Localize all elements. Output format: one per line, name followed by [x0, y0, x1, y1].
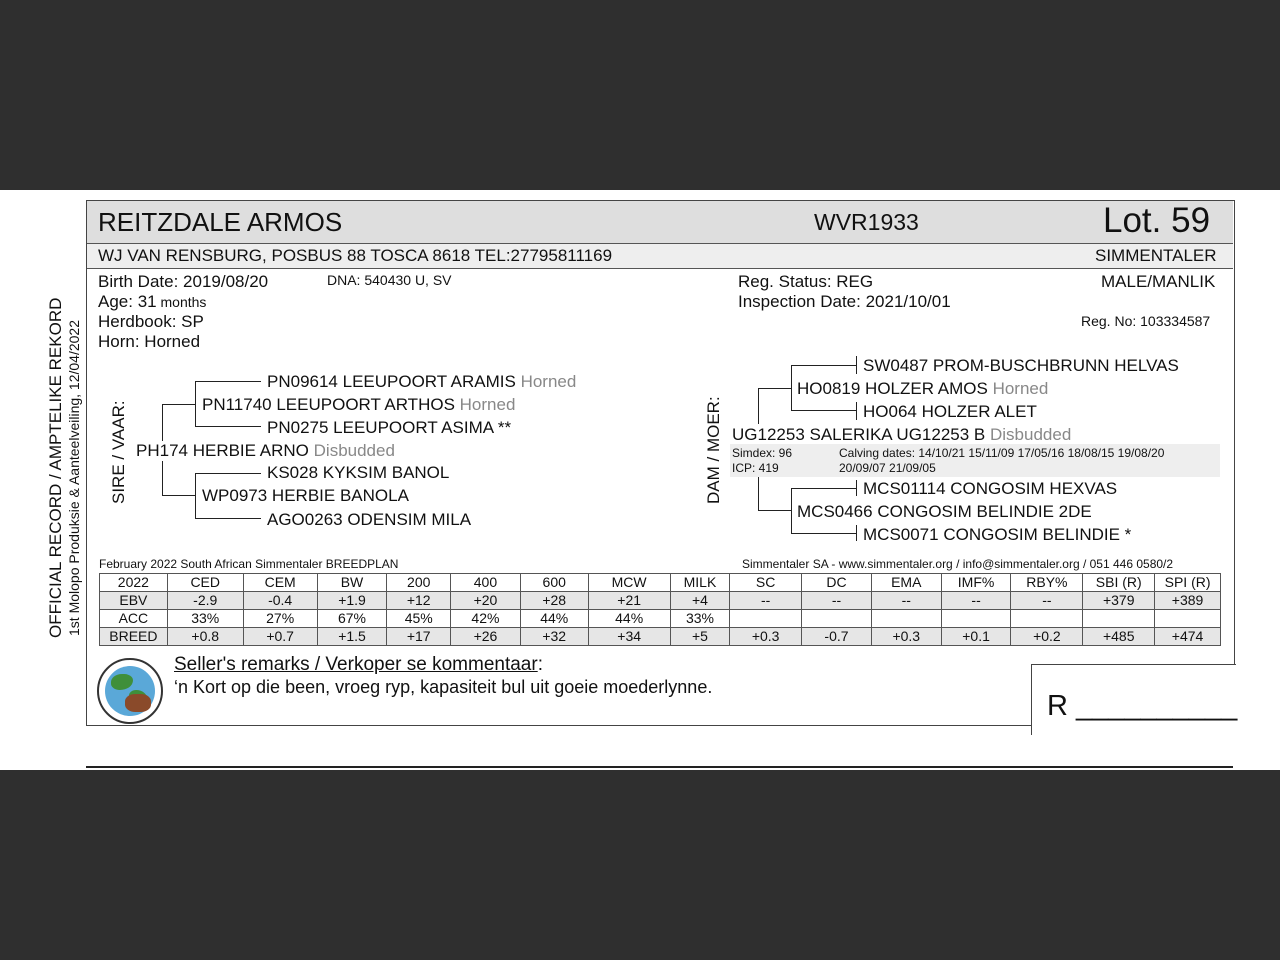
table-cell: +12	[387, 592, 451, 610]
table-cell: ACC	[100, 610, 168, 628]
dam-name: UG12253 SALERIKA UG12253 B Disbudded	[732, 425, 1072, 444]
lot-number: Lot. 59	[1103, 201, 1211, 240]
sd-bracket-bottom	[195, 518, 261, 519]
age-value: 31	[137, 292, 157, 311]
table-cell: SBI (R)	[1083, 574, 1155, 592]
ds-note: Horned	[992, 379, 1049, 398]
table-cell: --	[871, 592, 941, 610]
horn-status: Horn: Horned	[98, 332, 201, 351]
table-cell: -2.9	[167, 592, 243, 610]
table-cell	[1011, 610, 1083, 628]
ss-name: PN11740 LEEUPOORT ARTHOS Horned	[202, 395, 516, 414]
table-cell: +0.1	[941, 628, 1011, 646]
table-cell: +0.3	[730, 628, 802, 646]
dam-bracket-lower	[758, 477, 759, 511]
table-cell: +28	[520, 592, 588, 610]
table-cell: 33%	[167, 610, 243, 628]
dam-bracket-bottom	[758, 510, 792, 511]
dam-bracket-top	[758, 388, 792, 389]
table-cell	[730, 610, 802, 628]
table-cell: +17	[387, 628, 451, 646]
table-cell: SPI (R)	[1155, 574, 1221, 592]
sdd-name: AGO0263 ODENSIM MILA	[267, 510, 472, 529]
auction-label: 1st Molopo Produksie & Aanteelveiling, 12/04/2022	[66, 320, 82, 636]
table-cell	[941, 610, 1011, 628]
calving-dates-cont: 20/09/07 21/09/05	[839, 461, 936, 475]
table-cell	[871, 610, 941, 628]
dam-bracket-upper	[758, 388, 759, 424]
table-cell: +5	[670, 628, 730, 646]
table-cell: +379	[1083, 592, 1155, 610]
remarks-heading: Seller's remarks / Verkoper se kommentaar:	[174, 654, 543, 675]
ds-bracket-bottom	[791, 410, 857, 411]
table-cell: +20	[451, 592, 521, 610]
table-cell: 200	[387, 574, 451, 592]
ddd-name: MCS0071 CONGOSIM BELINDIE *	[863, 525, 1132, 544]
table-cell: +1.5	[317, 628, 387, 646]
table-cell: 67%	[317, 610, 387, 628]
animal-name: REITZDALE ARMOS	[98, 207, 343, 237]
icp: ICP: 419	[732, 461, 779, 475]
dd-bracket	[791, 488, 792, 533]
table-row	[100, 628, 1221, 646]
ss-bracket	[195, 381, 196, 426]
table-cell: 400	[451, 574, 521, 592]
table-cell: +21	[588, 592, 670, 610]
table-cell: +26	[451, 628, 521, 646]
table-cell: 42%	[451, 610, 521, 628]
table-cell	[1155, 610, 1221, 628]
sd-bracket	[195, 473, 196, 518]
sire-bracket-bottom	[162, 495, 196, 496]
table-row	[100, 592, 1221, 610]
table-cell: CED	[167, 574, 243, 592]
official-record-label: OFFICIAL RECORD / AMPTELIKE REKORD	[46, 297, 65, 638]
table-cell: BREED	[100, 628, 168, 646]
table-cell: --	[802, 592, 872, 610]
sd-name: WP0973 HERBIE BANOLA	[202, 486, 409, 505]
animal-id: WVR1933	[814, 209, 919, 235]
table-row	[100, 610, 1221, 628]
sss-note: Horned	[520, 372, 577, 391]
dam-label: DAM / MOER:	[704, 396, 723, 504]
ssd-name: PN0275 LEEUPOORT ASIMA **	[267, 418, 512, 437]
table-cell: --	[1011, 592, 1083, 610]
record-sheet	[0, 190, 1280, 770]
ss-bracket-bottom	[195, 426, 261, 427]
herdbook: Herdbook: SP	[98, 312, 204, 331]
table-cell: EBV	[100, 592, 168, 610]
sire-name: PH174 HERBIE ARNO Disbudded	[136, 441, 395, 460]
dna-info: DNA: 540430 U, SV	[327, 272, 452, 288]
ebv-table	[99, 573, 1221, 646]
next-card-edge	[86, 766, 1233, 768]
table-cell: 45%	[387, 610, 451, 628]
dds-name: MCS01114 CONGOSIM HEXVAS	[863, 479, 1118, 498]
table-cell: 44%	[520, 610, 588, 628]
table-cell: CEM	[243, 574, 317, 592]
table-cell	[802, 610, 872, 628]
dss-tick	[856, 356, 857, 374]
table-cell: +389	[1155, 592, 1221, 610]
ddd-tick	[856, 525, 857, 541]
reg-number: Reg. No: 103334587	[1081, 313, 1211, 329]
table-cell	[1083, 610, 1155, 628]
dss-name: SW0487 PROM-BUSCHBRUNN HELVAS	[863, 356, 1179, 375]
table-cell: SC	[730, 574, 802, 592]
table-cell: --	[730, 592, 802, 610]
contact-info: Simmentaler SA - www.simmentaler.org / info@simmentaler.org / 051 446 0580/2	[742, 557, 1174, 571]
price-field[interactable]: R __________	[1047, 690, 1238, 722]
sire-bracket-top	[162, 404, 196, 405]
simdex: Simdex: 96	[732, 446, 793, 460]
ss-bracket-top	[195, 381, 261, 382]
reg-status: Reg. Status: REG	[738, 272, 874, 291]
breed-name: SIMMENTALER	[1095, 246, 1217, 265]
table-cell: +32	[520, 628, 588, 646]
dsd-tick	[856, 402, 857, 420]
calving-dates: Calving dates: 14/10/21 15/11/09 17/05/16 18/08/15 19/08/20	[839, 446, 1165, 460]
sss-name: PN09614 LEEUPOORT ARAMIS Horned	[267, 372, 577, 391]
breedplan-label: February 2022 South African Simmentaler BREEDPLAN	[99, 557, 399, 571]
table-cell: 44%	[588, 610, 670, 628]
table-row	[100, 574, 1221, 592]
ds-name: HO0819 HOLZER AMOS Horned	[797, 379, 1049, 398]
dsd-name: HO064 HOLZER ALET	[863, 402, 1037, 421]
age	[98, 292, 206, 312]
simmentaler-logo	[97, 658, 163, 724]
sire-note: Disbudded	[313, 441, 395, 460]
table-cell: MCW	[588, 574, 670, 592]
table-cell: -0.4	[243, 592, 317, 610]
ss-note: Horned	[459, 395, 516, 414]
table-cell: RBY%	[1011, 574, 1083, 592]
dd-bracket-top	[791, 488, 857, 489]
table-cell: 600	[520, 574, 588, 592]
table-cell: -0.7	[802, 628, 872, 646]
table-cell: +0.7	[243, 628, 317, 646]
table-cell: +0.3	[871, 628, 941, 646]
inspection-date: Inspection Date: 2021/10/01	[738, 292, 951, 311]
table-cell: 27%	[243, 610, 317, 628]
table-cell: IMF%	[941, 574, 1011, 592]
owner-details: WJ VAN RENSBURG, POSBUS 88 TOSCA 8618 TEL:27795811169	[98, 246, 613, 265]
table-cell: --	[941, 592, 1011, 610]
dds-tick	[856, 480, 857, 496]
sex: MALE/MANLIK	[1101, 272, 1216, 291]
table-cell: +4	[670, 592, 730, 610]
table-cell: +474	[1155, 628, 1221, 646]
age-label: Age:	[98, 292, 138, 311]
table-cell: MILK	[670, 574, 730, 592]
age-unit: months	[156, 294, 207, 310]
ds-bracket-top	[791, 365, 857, 366]
ds-bracket	[791, 365, 792, 410]
table-cell: +0.8	[167, 628, 243, 646]
birth-date: Birth Date: 2019/08/20	[98, 272, 269, 291]
cow-icon	[125, 694, 151, 712]
dd-bracket-bottom	[791, 533, 857, 534]
remarks-text: ‘n Kort op die been, vroeg ryp, kapasiteit bul uit goeie moederlynne.	[174, 677, 713, 697]
table-cell: +1.9	[317, 592, 387, 610]
dd-name: MCS0466 CONGOSIM BELINDIE 2DE	[797, 502, 1092, 521]
table-cell: 2022	[100, 574, 168, 592]
table-cell: BW	[317, 574, 387, 592]
table-cell: +0.2	[1011, 628, 1083, 646]
table-cell: 33%	[670, 610, 730, 628]
table-cell: EMA	[871, 574, 941, 592]
sds-name: KS028 KYKSIM BANOL	[267, 463, 450, 482]
table-cell: +34	[588, 628, 670, 646]
sd-bracket-top	[195, 473, 261, 474]
table-cell: DC	[802, 574, 872, 592]
sire-label: SIRE / VAAR:	[109, 400, 128, 504]
dam-note: Disbudded	[990, 425, 1072, 444]
table-cell: +485	[1083, 628, 1155, 646]
